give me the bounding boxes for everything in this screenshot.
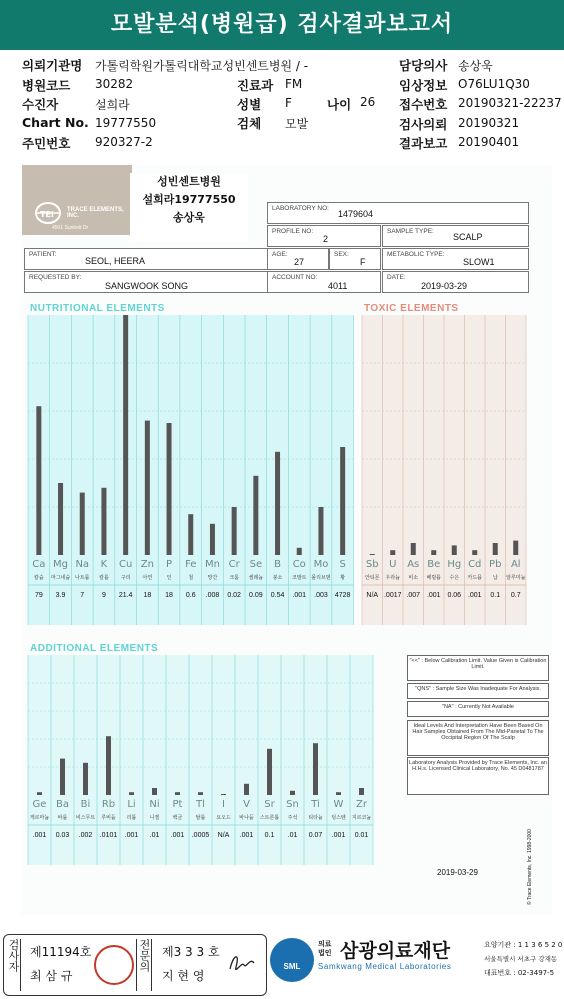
nutritional-chart-value: 79 xyxy=(34,592,43,599)
note-na: "NA" : Currently Not Available xyxy=(407,701,549,717)
date-value: 2019-03-29 xyxy=(421,281,468,291)
nutritional-chart-bar xyxy=(58,483,63,555)
inspector-label-text: 검사자 xyxy=(7,939,20,972)
copyright: © Trace Elements, Inc. 1998-2000 xyxy=(527,829,533,905)
nutritional-chart-korean: 황 xyxy=(340,575,346,581)
metabolic-caption: METABOLIC TYPE: xyxy=(387,251,445,258)
additional-chart-korean: 티타늄 xyxy=(308,815,323,821)
header-label: 결과보고 xyxy=(399,136,448,151)
additional-chart-symbol: Ge xyxy=(32,799,47,810)
note-ideal-levels: Ideal Levels And Interpretation Have Been Based On Hair Samples Obtained From The Mid-Parietal To The Occipital Region Of The Scalp xyxy=(407,720,549,756)
toxic-chart-symbol: Sb xyxy=(365,559,379,570)
toxic-chart-symbol: Cd xyxy=(468,559,482,570)
nutritional-title: NUTRITIONAL ELEMENTS xyxy=(30,303,165,314)
header-value: 가톨릭학원가톨릭대학교성빈센트병원 / - xyxy=(95,59,309,73)
toxic-chart-bar xyxy=(493,543,498,555)
header-label: 수진자 xyxy=(22,97,59,112)
nutritional-chart-value: 21.4 xyxy=(118,592,133,599)
toxic-chart-korean: 카드뮴 xyxy=(467,575,482,581)
additional-chart-symbol: Ni xyxy=(149,799,160,810)
toxic-chart-korean: 비소 xyxy=(408,575,419,581)
additional-chart-korean: 주석 xyxy=(287,815,298,821)
additional-chart-bar xyxy=(106,736,111,795)
additional-chart-bar xyxy=(336,792,341,795)
additional-title: ADDITIONAL ELEMENTS xyxy=(30,643,159,654)
nutritional-chart-bar xyxy=(210,524,215,555)
header-label: 접수번호 xyxy=(399,97,448,112)
account-value: 4011 xyxy=(328,281,348,291)
toxic-chart-symbol: Be xyxy=(427,559,441,570)
toxic-chart-value: .007 xyxy=(406,592,421,599)
age-caption: AGE: xyxy=(272,251,288,258)
nutritional-chart-bar xyxy=(253,476,258,555)
additional-chart-symbol: Ti xyxy=(311,799,320,810)
nutritional-chart-bar xyxy=(101,488,106,555)
lab-address: 4501 Sunbelt Dr xyxy=(52,225,89,231)
nutritional-chart-bar xyxy=(80,493,85,555)
additional-chart-bar xyxy=(244,784,249,795)
toxic-chart-symbol: Al xyxy=(510,559,521,570)
nutritional-chart-symbol: Mo xyxy=(313,559,329,570)
sheet-date: 2019-03-29 xyxy=(437,868,478,877)
nutritional-chart-value: 18 xyxy=(143,592,152,599)
nutritional-chart-korean: 칼륨 xyxy=(99,575,109,581)
header-label: 검사의뢰 xyxy=(399,116,448,132)
nutritional-chart-value: 0.6 xyxy=(185,592,196,599)
additional-chart-value: .01 xyxy=(287,832,298,839)
additional-chart-symbol: W xyxy=(333,799,344,810)
metabolic-value: SLOW1 xyxy=(463,257,495,267)
additional-chart-korean: 텅스텐 xyxy=(331,815,346,821)
additional-chart-value: 0.03 xyxy=(55,832,70,839)
toxic-chart-value: .001 xyxy=(467,592,482,599)
sample-type-value: SCALP xyxy=(453,232,483,242)
svg-text:TEI: TEI xyxy=(40,210,54,219)
header-value: 20190401 xyxy=(458,135,520,149)
additional-chart-symbol: Li xyxy=(127,799,136,810)
report-title: 모발분석(병원급) 검사결과보고서 xyxy=(0,0,564,50)
nutritional-chart-bar xyxy=(340,447,345,555)
nutritional-chart-symbol: Se xyxy=(249,559,263,570)
header-value: 920327-2 xyxy=(95,135,153,149)
additional-chart-bar xyxy=(83,763,88,795)
additional-chart-korean: 리튬 xyxy=(126,815,137,821)
additional-chart-symbol: Ba xyxy=(56,799,69,810)
nutritional-chart-symbol: Mg xyxy=(53,559,69,570)
additional-chart-symbol: Bi xyxy=(80,799,91,810)
inspector-license: 제11194호 xyxy=(30,945,92,959)
toxic-title: TOXIC ELEMENTS xyxy=(364,303,459,314)
additional-chart-korean: 루비듐 xyxy=(101,815,116,821)
additional-chart-bar xyxy=(152,788,157,795)
nutritional-chart-value: 0.02 xyxy=(227,592,241,599)
additional-chart-symbol: Sn xyxy=(286,799,299,810)
header-value: 20190321-22237 xyxy=(458,96,562,110)
additional-chart-bar xyxy=(313,743,318,795)
nutritional-chart-value: 18 xyxy=(165,592,173,599)
additional-chart-symbol: I xyxy=(222,799,225,810)
nutritional-chart-symbol: Na xyxy=(75,559,90,570)
additional-chart-bar xyxy=(267,749,272,795)
header-value: O76LU1Q30 xyxy=(458,76,530,91)
additional-chart-value: .001 xyxy=(239,832,254,839)
additional-chart-korean: 니켈 xyxy=(149,815,160,821)
additional-chart-korean: 스트론튬 xyxy=(259,815,280,821)
header-value: 30282 xyxy=(95,76,134,91)
toxic-chart-korean: 납 xyxy=(492,575,498,581)
sample-type-caption: SAMPLE TYPE: xyxy=(387,228,434,235)
additional-chart-bar xyxy=(60,759,65,795)
nutritional-chart-symbol: Cu xyxy=(118,559,133,570)
additional-chart-korean: 탈륨 xyxy=(195,815,206,821)
patient-header xyxy=(0,52,564,152)
requested-caption: REQUESTED BY: xyxy=(29,274,82,281)
additional-chart-bar xyxy=(198,792,203,795)
requested-value: SANGWOOK SONG xyxy=(105,281,189,291)
toxic-chart-bar xyxy=(513,541,518,555)
additional-chart-value: .0101 xyxy=(99,832,118,839)
nutritional-chart-korean: 망간 xyxy=(207,575,218,581)
nutritional-chart-value: 3.9 xyxy=(55,592,66,599)
header-label: 담당의사 xyxy=(399,58,448,73)
nutritional-chart-symbol: B xyxy=(274,559,281,570)
seal-icon xyxy=(94,945,134,985)
nutritional-chart-korean: 아연 xyxy=(142,575,153,581)
nutritional-chart-symbol: Mn xyxy=(204,559,220,570)
nutritional-chart-value: .001 xyxy=(292,592,307,599)
additional-chart-value: .001 xyxy=(331,832,346,839)
additional-chart-bar xyxy=(37,792,42,795)
nutritional-chart-bar xyxy=(297,548,302,555)
lab-no-value: 1479604 xyxy=(338,209,374,219)
toxic-chart-korean: 알루미늄 xyxy=(506,575,526,581)
additional-chart-value: 0.07 xyxy=(308,832,323,839)
additional-chart-korean: 비스무트 xyxy=(75,815,96,821)
note-qns: "QNS" : Sample Size Was Inadequate For Analysis. xyxy=(407,683,549,699)
date-caption: DATE: xyxy=(387,274,406,281)
note-laboratory: Laboratory Analysis Provided by Trace Elements, Inc. an H.H.s. Licensed Clinical Laboratory, No. 45 D0481787 xyxy=(407,757,549,795)
inspector-label xyxy=(6,939,21,991)
lab-no-caption: LABORATORY NO: xyxy=(272,205,329,212)
additional-chart-bar xyxy=(359,788,364,795)
header-value: 20190321 xyxy=(458,115,520,130)
toxic-chart-value: 0.7 xyxy=(510,592,521,599)
nutritional-chart-value: .008 xyxy=(205,592,220,599)
toxic-chart-korean: 수은 xyxy=(449,575,460,581)
profile-no-value: 2 xyxy=(323,234,329,244)
header-label: 주민번호 xyxy=(22,136,71,151)
additional-chart-korean: 지르코늄 xyxy=(351,815,372,821)
header-value: 19777550 xyxy=(95,115,157,130)
nutritional-chart-korean: 붕소 xyxy=(272,575,283,581)
nutritional-chart-korean: 나트륨 xyxy=(75,575,90,581)
header-value: 설희라 xyxy=(95,98,130,112)
nutritional-chart-symbol: Ca xyxy=(32,559,46,570)
stamp-line: 송상욱 xyxy=(173,211,205,224)
toxic-chart-korean: 우라늄 xyxy=(385,575,400,581)
org-info-phone: 대표번호 : 02-3497-5 xyxy=(484,969,555,977)
toxic-chart-symbol: As xyxy=(407,559,420,570)
org-small: 의료법인 xyxy=(318,940,332,957)
additional-chart-value: .001 xyxy=(124,832,139,839)
nutritional-chart-value: 7 xyxy=(80,592,85,599)
element-charts xyxy=(22,165,552,915)
header-label: 성별 xyxy=(237,97,262,112)
additional-chart-symbol: Rb xyxy=(101,799,116,810)
nutritional-chart-korean: 칼슘 xyxy=(34,575,44,581)
additional-chart-bar xyxy=(290,791,295,795)
toxic-chart-symbol: Pb xyxy=(489,559,502,570)
profile-no-caption: PROFILE NO: xyxy=(272,228,314,235)
sex-caption: SEX: xyxy=(334,251,349,258)
nutritional-chart-bar xyxy=(188,514,193,555)
toxic-chart-bar xyxy=(411,543,416,555)
toxic-chart-bar xyxy=(452,545,457,555)
nutritional-chart-bar xyxy=(232,507,237,555)
nutritional-chart-symbol: P xyxy=(166,559,173,570)
age-value: 26 xyxy=(360,95,376,109)
nutritional-chart-bar xyxy=(123,315,128,555)
sml-logo-icon: SML xyxy=(270,938,314,982)
toxic-chart-bar xyxy=(431,550,436,555)
additional-chart-symbol: Pt xyxy=(172,799,183,810)
doctor-name: 지 현 영 xyxy=(162,969,205,983)
toxic-chart-korean: 안티몬 xyxy=(365,575,380,581)
stamp-line: 성빈센트병원 xyxy=(157,175,221,188)
nutritional-chart-value: 0.54 xyxy=(270,592,285,599)
toxic-chart-value: .001 xyxy=(426,592,441,599)
org-info-code: 요양기관 : 1 1 3 6 5 2 0 xyxy=(484,941,563,949)
header-label: 검체 xyxy=(237,116,262,131)
toxic-chart-value: 0.06 xyxy=(447,592,462,599)
note-calibration: "<<" : Below Calibration Limit. Value Given is Calibration Limit. xyxy=(407,655,549,681)
additional-chart-symbol: V xyxy=(243,799,250,810)
nutritional-chart-korean: 인 xyxy=(166,575,172,581)
toxic-chart-value: N/A xyxy=(366,592,379,599)
nutritional-chart-korean: 코발트 xyxy=(292,575,307,581)
inspector-box xyxy=(3,934,267,996)
nutritional-chart-symbol: S xyxy=(339,559,346,570)
additional-chart-value: 0.1 xyxy=(264,832,275,839)
nutritional-chart-bar xyxy=(318,507,323,555)
header-value: 모발 xyxy=(285,117,309,131)
additional-chart-korean: 바나듐 xyxy=(239,815,254,821)
nutritional-chart-bar xyxy=(275,452,280,555)
header-label: 임상정보 xyxy=(399,77,448,93)
additional-chart-value: .001 xyxy=(32,832,47,839)
nutritional-chart-symbol: K xyxy=(100,559,108,570)
nutritional-chart-korean: 크롬 xyxy=(229,575,239,581)
nutritional-chart-symbol: Cr xyxy=(228,559,240,570)
patient-caption: PATIENT: xyxy=(29,251,57,258)
additional-chart-symbol: Tl xyxy=(196,799,205,810)
header-label: Chart No. xyxy=(22,114,89,130)
additional-chart-bar xyxy=(175,792,180,795)
nutritional-chart-symbol: Co xyxy=(292,559,306,570)
nutritional-chart-value: 4728 xyxy=(334,592,351,599)
additional-chart-bar xyxy=(129,792,134,795)
age-label: 나이 xyxy=(327,97,352,112)
sex-value: F xyxy=(360,257,366,267)
nutritional-chart-value: 0.09 xyxy=(249,592,263,599)
org-name: 삼광의료재단 xyxy=(340,940,451,962)
additional-chart-korean: 백금 xyxy=(172,815,183,821)
signature-icon xyxy=(226,947,258,979)
nutritional-chart-bar xyxy=(36,406,41,555)
additional-chart-value: .002 xyxy=(78,832,93,839)
nutritional-chart-korean: 몰리브덴 xyxy=(311,575,331,581)
age-box-value: 27 xyxy=(294,257,305,267)
org-english: Samkwang Medical Laboratories xyxy=(318,962,452,971)
doctor-license: 제3 3 3 호 xyxy=(162,945,220,959)
nutritional-chart-symbol: Zn xyxy=(140,559,154,570)
patient-value: SEOL, HEERA xyxy=(85,256,146,266)
header-label: 진료과 xyxy=(237,78,274,93)
header-label: 의뢰기관명 xyxy=(22,58,83,73)
nutritional-chart-value: 9 xyxy=(101,592,106,599)
account-caption: ACCOUNT NO: xyxy=(272,274,318,281)
additional-chart-korean: 요오드 xyxy=(216,815,231,821)
additional-chart-value: N/A xyxy=(217,832,230,839)
inspector-name: 최 삼 규 xyxy=(30,969,73,983)
lab-report-sheet xyxy=(22,165,552,915)
nutritional-chart-bar xyxy=(167,423,172,555)
additional-chart-value: 0.01 xyxy=(354,832,369,839)
toxic-chart-symbol: Hg xyxy=(447,559,462,570)
toxic-chart-bar xyxy=(390,550,395,555)
toxic-chart-bar xyxy=(472,550,477,555)
nutritional-chart-symbol: Fe xyxy=(185,559,197,570)
org-info-address: 서울특별시 서초구 강재동 xyxy=(484,955,558,963)
additional-chart-bar xyxy=(221,794,226,795)
doctor-label xyxy=(136,939,152,991)
toxic-chart-value: .0017 xyxy=(383,592,402,599)
toxic-chart-value: 0.1 xyxy=(490,592,501,599)
additional-chart-value: .0005 xyxy=(191,832,210,839)
nutritional-chart-korean: 구리 xyxy=(120,575,131,581)
additional-chart-korean: 게르마늄 xyxy=(29,815,50,821)
toxic-chart-bar xyxy=(370,554,375,555)
nutritional-chart-korean: 철 xyxy=(188,575,194,581)
stamp-line: 설희라19777550 xyxy=(142,193,236,206)
report-footer xyxy=(0,932,564,999)
lab-company: TRACE ELEMENTS, INC. xyxy=(67,207,124,219)
additional-chart-symbol: Zr xyxy=(356,799,367,810)
doctor-label-text: 전문의 xyxy=(138,939,151,972)
toxic-chart-symbol: U xyxy=(389,559,397,570)
nutritional-chart-korean: 마그네슘 xyxy=(50,575,71,581)
additional-chart-value: .01 xyxy=(149,832,160,839)
header-value: FM xyxy=(285,77,303,91)
additional-chart-symbol: Sr xyxy=(264,799,275,810)
toxic-chart-korean: 베릴륨 xyxy=(426,575,441,581)
header-value: 송상욱 xyxy=(458,59,493,73)
nutritional-chart-korean: 셀레늄 xyxy=(248,575,264,581)
header-value: F xyxy=(285,96,292,110)
header-label: 병원코드 xyxy=(22,77,71,93)
nutritional-chart-value: .003 xyxy=(314,592,328,599)
additional-chart-value: .001 xyxy=(170,832,185,839)
nutritional-chart-bar xyxy=(145,421,150,555)
additional-chart-korean: 바륨 xyxy=(57,815,68,821)
